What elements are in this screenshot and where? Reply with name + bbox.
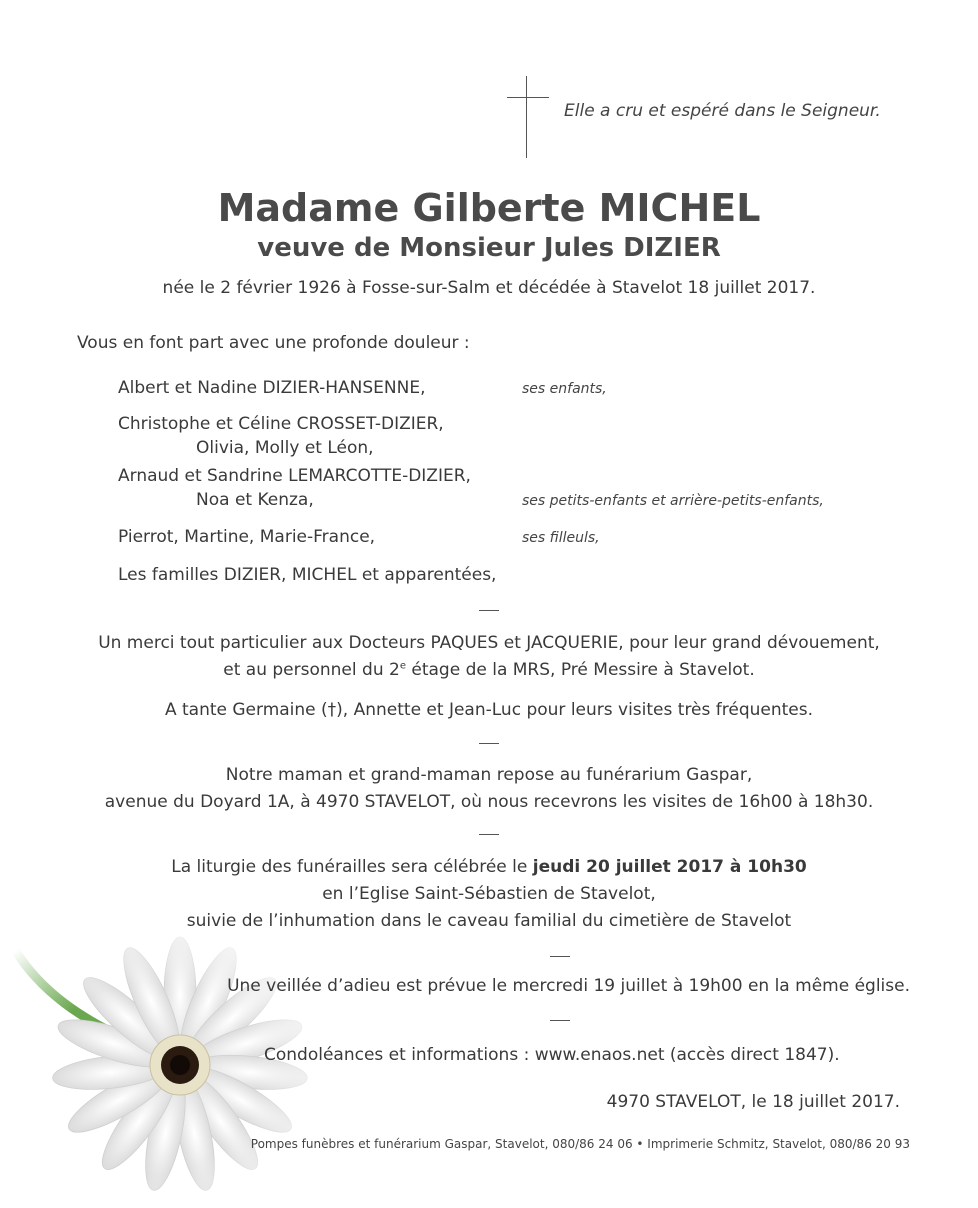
separator-dash [550,956,570,957]
relation-label: ses enfants, [522,381,607,397]
condolences-line: Condoléances et informations : www.enaos.net (accès direct 1847). [264,1045,840,1065]
rest-line: avenue du Doyard 1A, à 4970 STAVELOT, où nous recevrons les visites de 16h00 à 18h30. [104,792,874,812]
relation-label: ses filleuls, [522,530,600,546]
thanks-line: Un merci tout particulier aux Docteurs PAQUES et JACQUERIE, pour leur grand dévouement, [98,633,880,653]
separator-dash [479,834,499,835]
deceased-name: Madame Gilberte MICHEL [217,186,761,230]
funeral-line: La liturgie des funérailles sera célébrée le jeudi 20 juillet 2017 à 10h30 [171,857,807,877]
relation-label: ses petits-enfants et arrière-petits-enfants, [522,493,824,509]
family-line: Pierrot, Martine, Marie-France, [118,527,376,547]
thanks-line: A tante Germaine (†), Annette et Jean-Luc pour leurs visites très fréquentes. [164,700,814,720]
thanks-line: et au personnel du 2e étage de la MRS, Pré Messire à Stavelot. [223,660,755,680]
rest-line: Notre maman et grand-maman repose au funérarium Gaspar, [225,765,753,785]
family-line: Olivia, Molly et Léon, [196,438,374,458]
family-line: Albert et Nadine DIZIER-HANSENNE, [118,378,426,398]
separator-dash [550,1020,570,1021]
footer-credits: Pompes funèbres et funérarium Gaspar, Stavelot, 080/86 24 06 • Imprimerie Schmitz, Stavelot, 080/86 20 93 [250,1137,910,1151]
deceased-spouse: veuve de Monsieur Jules DIZIER [257,233,721,263]
family-line: Christophe et Céline CROSSET-DIZIER, [118,414,444,434]
family-line: Arnaud et Sandrine LEMARCOTTE-DIZIER, [118,466,471,486]
intro-text: Vous en font part avec une profonde douleur : [77,333,470,353]
place-date: 4970 STAVELOT, le 18 juillet 2017. [606,1092,900,1112]
separator-dash [479,743,499,744]
family-line: Noa et Kenza, [196,490,314,510]
verse-quote: Elle a cru et espéré dans le Seigneur. [564,101,881,121]
funeral-line: suivie de l’inhumation dans le caveau familial du cimetière de Stavelot [186,911,792,931]
cross-icon [526,76,527,158]
funeral-line: en l’Eglise Saint-Sébastien de Stavelot, [322,884,656,904]
separator-dash [479,610,499,611]
birth-death-dates: née le 2 février 1926 à Fosse-sur-Salm et décédée à Stavelot 18 juillet 2017. [162,278,816,298]
vigil-line: Une veillée d’adieu est prévue le mercredi 19 juillet à 19h00 en la même église. [227,976,910,996]
family-line: Les familles DIZIER, MICHEL et apparentées, [118,565,497,585]
cross-icon-bar [507,97,549,98]
